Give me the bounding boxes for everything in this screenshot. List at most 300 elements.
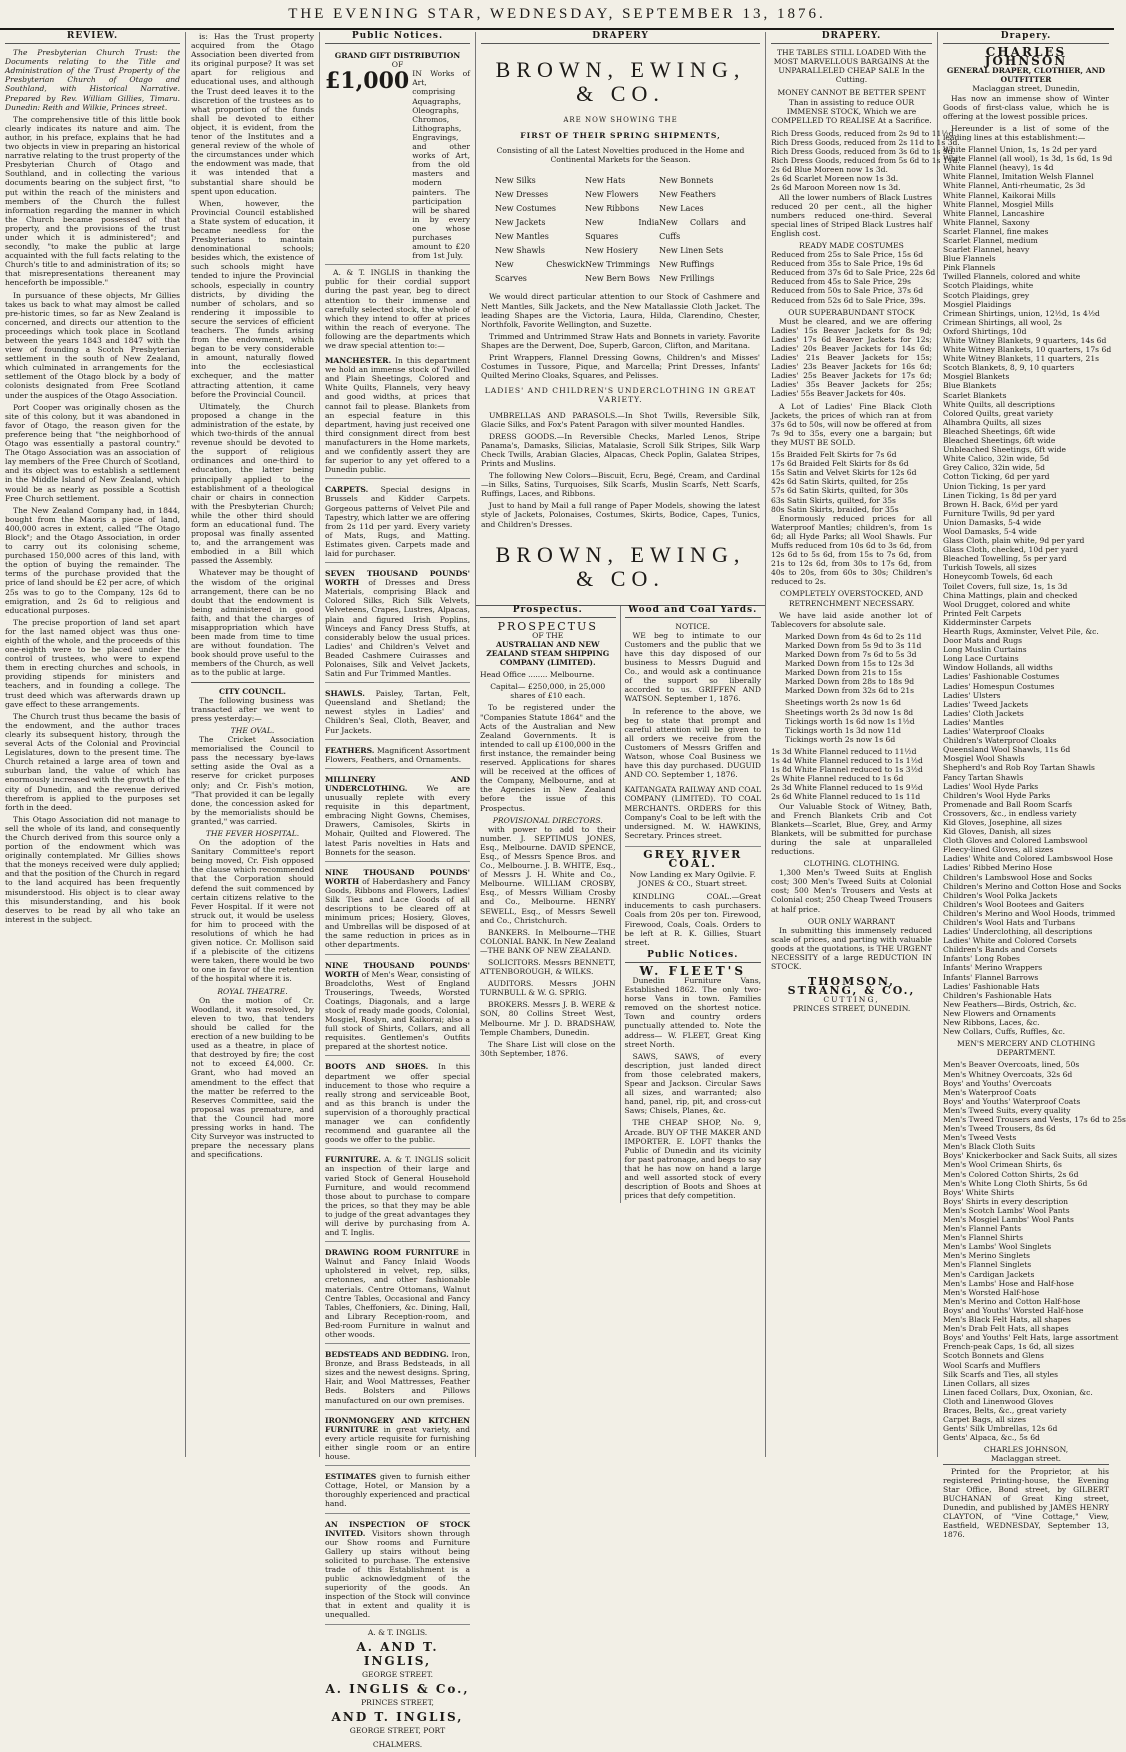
kaitangata-text: KAITANGATA RAILWAY AND COAL COMPANY (LIMITED). TO COAL MERCHANTS. ORDERS for this Company's Coal to be left with the undersigned. M. W. HAWKINS, Secretary. Princes street.: [624, 785, 761, 840]
list-item: Reduced from 52s 6d to Sale Price, 39s.: [771, 295, 926, 305]
list-item: Infants' Long Robes: [943, 954, 1020, 964]
clothing-text: 1,300 Men's Tweed Suits at English cost; 300 Men's Tweed Suits at Colonial cost; 500 Men's Trousers and Vests at Colonial cost; 250 Cheap Tweed Trousers at half price.: [771, 868, 932, 914]
department-heading: MANCHESTER.: [325, 356, 392, 366]
list-item: Scotch Plaidings, white: [943, 281, 1034, 291]
fine-jackets-text: A Lot of Ladies' Fine Black Cloth Jackets, the prices of which ran at from 37s 6d to 50s, will now be offered at from 7s 9d to 35s, every one a bargain; but they MUST BE SOLD.: [771, 401, 932, 447]
paragraph: Whatever may be thought of the wisdom of the original arrangement, there can be no doubt that the endowment is being administered in good faith, and that the charges of misappropriation which have been made from time to time are without foundation. The book should prove useful to the members of the Church, as well as to the public at large.: [191, 568, 314, 678]
wood-coal-header: Wood and Coal Yards.: [625, 606, 762, 618]
rich-dress-list: [771, 128, 960, 193]
goods-list-b: [585, 174, 659, 286]
theatre-text: On the motion of Cr. Woodland, it was resolved, by eleven to two, that tenders should be called for the erection of a new building to be used as a theatre, in place of that destroyed by fire; the cost not to exceed £4,000. Cr. Grant, who had moved an amendment to the effect that the matter be referred to the Reserves Committee, said the proposal was premature, and that the Council had more pressing works in hand. The City Surveyor was instructed to prepare the necessary plans and specifications.: [191, 995, 314, 1160]
reduced-text: Enormously reduced prices for all Waterproof Mantles; children's, from 1s 6d; all Hyde Parks; all Wool Shawls. Fur Muffs reduced from 10s 6d to 3s 6d, from 12s 6d to 5s 6d, from 15s to 7s 6d, from 21s to 12s 6d, from 30s to 17s 6d, from 40s to 20s, from 60s to 30s; Children's reduced to 2s.: [771, 513, 932, 587]
list-item: Ladies' Fashionable Costumes: [943, 672, 1060, 682]
list-item: Infants' Merino Wrappers: [943, 963, 1043, 973]
spring-shipments: FIRST OF THEIR SPRING SHIPMENTS,: [520, 131, 721, 141]
column-news: [186, 32, 320, 1457]
list-item: White Flannel (heavy), 1s 4d: [943, 163, 1054, 173]
list-item: Reduced from 45s to Sale Price, 29s: [771, 277, 911, 287]
department-heading: AN INSPECTION OF STOCK INVITED.: [325, 1519, 470, 1538]
list-item: Infants' Flannel Barrows: [943, 972, 1039, 982]
list-item: Children's Merino and Cotton Hose and Socks: [943, 881, 1122, 891]
saws-text: SAWS, SAWS, of every description, just landed direct from those celebrated makers, Spear and Jackson. Circular Saws all sizes, and warranted; also hand, panel, rip, pit, and cross-cut Saws; Chisels, Planes, &c.: [624, 1051, 761, 1116]
list-item: Marked Down from 7s 6d to 5s 3d: [785, 650, 917, 659]
department-heading: NINE THOUSAND POUNDS' WORTH: [325, 960, 470, 979]
list-item: Crossovers, &c., in endless variety: [943, 808, 1077, 818]
ready-made-list: [771, 250, 936, 305]
department-text: in great variety, and every article requisite for furnishing either single room or an entire house.: [325, 1424, 470, 1462]
kindling-text: KINDLING COAL.—Great inducements to cash purchasers. Coals from 20s per ton. Firewood, Firewood, Coals, Coals. Orders to be left at R. K. Gillies, Stuart street.: [624, 892, 761, 947]
list-item: New Flowers: [585, 190, 639, 200]
list-item: Ladies' Ulsters: [943, 690, 1001, 700]
list-item: New Collars, Cuffs, Ruffles, &c.: [943, 1027, 1066, 1037]
johnson-hereunder: Hereunder is a list of some of the leading lines at this establishment:—: [943, 123, 1109, 142]
list-item: Cotton Ticking, 6d per yard: [943, 472, 1050, 482]
blankets-text: Our Valuable Stock of Witney, Bath, and French Blankets Crib and Cot Blankets—Scarlet, Blue, Grey, and Army Blankets, will be submitted for purchase during the sale at unparalleled reductions.: [771, 801, 932, 856]
list-item: Long Lace Curtains: [943, 654, 1019, 664]
list-item: Children's Merino and Wool Hoods, trimmed: [943, 908, 1116, 918]
list-item: Mosgiel Wool Shawls: [943, 754, 1025, 764]
johnson-signature: CHARLES JOHNSON,: [983, 1445, 1069, 1455]
list-item: Boys' and Youths' Waterproof Coats: [943, 1096, 1081, 1106]
list-item: 42s 6d Satin Skirts, quilted, for 25s: [771, 477, 909, 487]
list-item: 17s 6d Braided Felt Skirts for 8s 6d: [771, 459, 909, 469]
mens-items-list: [943, 1060, 1126, 1443]
list-item: Marked Down from 28s to 18s 9d: [785, 677, 915, 687]
list-item: Scotch Bonnets and Glens: [943, 1351, 1044, 1361]
list-item: Men's Black Cloth Suits: [943, 1142, 1036, 1152]
list-item: Men's Lambs' Wool Singlets: [943, 1242, 1052, 1252]
paragraph: This Otago Association did not manage to sell the whole of its land, and consequently the Church derived from this source only a portion of the endowment which was originally contemplated. Mr Gillies shows that the moneys received were duly applied; and that the position of the Church in regard to the land acquired has been frequently misunderstood. His object is to clear away this misunderstanding, and his book deserves to be read by all who take an interest in the subject.: [5, 814, 180, 924]
list-item: Glass Cloth, checked, 10d per yard: [943, 545, 1079, 555]
list-item: New Shawls: [495, 246, 546, 256]
list-item: 2s 6d Scarlet Moreen now 1s 3d.: [771, 174, 899, 184]
list-item: White Flannel Union, 1s, 1s 2d per yard: [943, 145, 1097, 155]
list-item: Carpet Bags, all sizes: [943, 1415, 1026, 1425]
brown-ewing-body: [481, 292, 760, 380]
list-item: Gents' Silk Umbrellas, 12s 6d: [943, 1424, 1058, 1434]
list-item: Rich Dress Goods, reduced from 2s 11d to 1s 3d.: [771, 137, 960, 147]
department-text: of Haberdashery and Fancy Goods, Ribbons and Flowers, Ladies' Silk Ties and Lace Goods of all descriptions to be cleared off at minimum prices; Hosiery, Gloves, and Umbrellas will be disposed of at the same reduction in prices as in other departments.: [325, 876, 470, 950]
list-item: White Flannel, Mosgiel Mills: [943, 199, 1054, 209]
lustres-text: All the lower numbers of Black Lustres reduced 20 per cent., all the higher numbers reduced one-third. Several special lines of Striped Black Lustres half English cost.: [771, 192, 932, 238]
department-heading: ESTIMATES: [325, 1472, 377, 1482]
fleet-text: Dunedin Furniture Vans, Established 1862. The only two-horse Vans in town. Families removed on the shortest notice. Town and country orders punctually attended to. Note the address— W. FLEET, Great King street North.: [624, 976, 761, 1049]
list-item: Rich Dress Goods, reduced from 2s 9d to 11½d.: [771, 128, 957, 138]
list-item: Children's Waterproof Cloaks: [943, 736, 1057, 746]
department-ad: [325, 1413, 470, 1466]
paragraph: In pursuance of these objects, Mr Gillies takes us back to what may almost be called pre-historic times, so far as New Zealand is concerned, and directs our attention to the proceedings which took place in Scotland between the years 1843 and 1847 with the view of founding a Scotch Presbyterian settlement in the south of New Zealand, which culminated in arrangements for the settlement of the Otago block by a body of colonists designated from Free Scotland under the auspices of the Otago Association.: [5, 290, 180, 400]
johnson-intro: Has now an immense show of Winter Goods of first-class value, which he is offering at the lowest possible prices.: [943, 93, 1109, 121]
list-item: Children's Wool Hyde Parks: [943, 790, 1051, 800]
list-item: Long Muslin Curtains: [943, 645, 1027, 655]
list-item: New Ribbons, Laces, &c.: [943, 1018, 1040, 1028]
list-item: Wool Scarfs and Mufflers: [943, 1360, 1041, 1370]
department-text: Paisley, Tartan, Felt, Queensland and Shetland; the newest styles in Ladies' and Children's Seal, Cloth, Beaver, and Fur Jackets.: [325, 689, 470, 735]
department-text: We are unusually replete with every requisite in this department, embracing Night Gowns, Chemises, Drawers, Camisoles, Skirts in Mohair, Quilted and Flowered. The latest Paris novelties in Hats and Bonnets for the season.: [325, 783, 470, 857]
list-item: Pink Flannels: [943, 263, 996, 273]
list-item: Reduced from 35s to Sale Price, 19s 6d: [771, 259, 924, 269]
list-item: Children's Wool Polka Jackets: [943, 890, 1058, 900]
column-thomson-strang: [766, 31, 960, 1457]
list-item: Colored Quilts, great variety: [943, 408, 1054, 418]
list-item: Ladies' White and Colored Lambswool Hose: [943, 854, 1113, 864]
goods-list-a: [495, 174, 585, 286]
list-item: New Bern Bows: [585, 274, 650, 284]
list-item: Window Hollands, all widths: [943, 663, 1053, 673]
list-item: 15s Braided Felt Skirts for 7s 6d: [771, 450, 897, 460]
list-item: Men's Beaver Overcoats, lined, 50s: [943, 1060, 1080, 1070]
notice-text-2: In reference to the above, we beg to state that prompt and careful attention will be given to all orders we receive from the Customers of Messrs Griffen and Watson, whose Coal Business we have this day purchased. DUGUID AND CO. September 1, 1876.: [624, 706, 761, 780]
list-item: Men's Black Felt Hats, all shapes: [943, 1315, 1071, 1325]
inglis-footer-line-6: GEORGE STREET, PORT CHALMERS.: [349, 1725, 446, 1749]
prospectus-office: Head Office ........ Melbourne.: [480, 670, 595, 680]
review-header: REVIEW.: [5, 32, 180, 44]
grey-river-text: Now Landing ex Mary Ogilvie. F. JONES & CO., Stuart street.: [629, 870, 756, 889]
list-item: 2s 6d White Flannel reduced to 1s 11d: [771, 792, 921, 802]
list-item: Rich Dress Goods, reduced from 3s 6d to 1s 9d.: [771, 147, 955, 157]
drapery-header-3: Drapery.: [943, 32, 1109, 44]
list-item: New Collars and Cuffs: [659, 218, 746, 242]
department-heading: FURNITURE.: [325, 1155, 381, 1165]
list-item: Children's Wool Bootees and Gaiters: [943, 899, 1084, 909]
list-item: Men's Tweed Suits, every quality: [943, 1105, 1071, 1115]
list-item: Boys' and Youths' Overcoats: [943, 1078, 1052, 1088]
overstocked-heading: COMPLETELY OVERSTOCKED, AND RETRENCHMENT NECESSARY.: [779, 589, 924, 608]
list-item: French-peak Caps, 1s 6d, all sizes: [943, 1342, 1074, 1352]
list-item: 80s Satin Skirts, braided, for 35s: [771, 504, 899, 514]
review-body: [5, 115, 180, 924]
list-item: Bleached Towelling, 5s per yard: [943, 554, 1067, 564]
department-ad: [325, 1469, 470, 1513]
list-item: Ladies' Underclothing, all descriptions: [943, 927, 1093, 937]
list-item: Ladies' Homespun Costumes: [943, 681, 1055, 691]
list-item: 2s White Flannel reduced to 1s 6d: [771, 774, 904, 784]
list-item: Men's Flannel Pants: [943, 1224, 1022, 1234]
list-item: Silk Scarfs and Ties, all styles: [943, 1369, 1059, 1379]
list-item: Ladies' Waterproof Cloaks: [943, 727, 1045, 737]
review-title: The Presbyterian Church Trust: the Documents relating to the Title and Administration of the Trust Property of the Presbyterian Church of Otago and Southland, with Historical Narrative. Prepared by Rev. William Gillies, Timaru. Dunedin: Reith and Wilkie, Princes street.: [5, 48, 180, 112]
paper-models-text: Just to hand by Mail a full range of Paper Models, showing the latest style of Jackets, Polonaises, Costumes, Skirts, Bodice, Capes, Tunics, and Children's Dresses.: [481, 501, 760, 529]
department-text: given to furnish either Cottage, Hotel, or Mansion by a thoroughly experienced and practical hand.: [325, 1472, 470, 1509]
list-item: New Trimmings: [585, 260, 651, 270]
list-item: Grey Calico, 32in wide, 5d: [943, 463, 1045, 473]
list-item: Toilet Covers, full size, 1s, 1s 3d: [943, 581, 1068, 591]
list-item: Mosgiel Blankets: [943, 372, 1010, 382]
ready-made-heading: READY MADE COSTUMES: [799, 240, 904, 250]
inglis-footer-line-1: A. AND T. INGLIS,: [356, 1639, 439, 1668]
list-item: Wool Drugget, colored and white: [943, 599, 1071, 609]
list-item: White Flannel, Imitation Welsh Flannel: [943, 172, 1094, 182]
grey-river-heading: GREY RIVER COAL.: [643, 847, 743, 870]
johnson-name: CHARLES JOHNSON: [984, 45, 1068, 69]
list-item: Men's Lambs' Hose and Half-hose: [943, 1278, 1074, 1288]
cutting-label: CUTTING,: [823, 995, 880, 1005]
list-item: Mosgiel Plaidings: [943, 299, 1012, 309]
tablecovers-text: We have laid aside another lot of Tablecovers for absolute sale.: [771, 610, 932, 629]
list-item: Cloth Gloves and Colored Lambswool: [943, 836, 1088, 846]
prospectus-title: PROSPECTUS: [497, 619, 598, 633]
list-item: Men's Merino Singlets: [943, 1251, 1031, 1261]
list-item: 2s 6d Maroon Moreen now 1s 3d.: [771, 183, 901, 193]
subcolumns: [476, 605, 765, 1204]
list-item: Men's Flannel Shirts: [943, 1233, 1024, 1243]
list-item: Linen Collars, all sizes: [943, 1378, 1030, 1388]
department-ad: [325, 566, 470, 683]
warrant-heading: OUR ONLY WARRANT: [807, 916, 896, 926]
list-item: Sheetings worth 2s now 1s 6d: [785, 698, 902, 708]
superabundant-heading: OUR SUPERABUNDANT STOCK: [788, 307, 915, 317]
wood-coal-column: [621, 606, 766, 1204]
list-item: Scotch Blankets, 8, 9, 10 quarters: [943, 363, 1075, 373]
list-item: Promenade and Ball Room Scarfs: [943, 799, 1073, 809]
list-item: Scotch Plaidings, grey: [943, 290, 1030, 300]
list-item: Men's Flannel Singlets: [943, 1260, 1032, 1270]
list-item: Men's Waterproof Coats: [943, 1087, 1037, 1097]
department-ad: [325, 1059, 470, 1149]
list-item: Wool Damasks, 5-4 wide: [943, 526, 1037, 536]
gift-distribution-ad: [325, 48, 470, 265]
list-item: White Flannel (all wool), 1s 3d, 1s 6d, 1s 9d: [943, 154, 1113, 164]
johnson-address: Maclaggan street, Dunedin,: [972, 84, 1080, 94]
thomson-strang-firm: THOMSON, STRANG, & CO.,: [787, 975, 916, 998]
list-item: Boys' and Youths' Felt Hats, large assortment: [943, 1333, 1119, 1343]
list-item: Kidderminster Carpets: [943, 617, 1032, 627]
clothing-heading: CLOTHING. CLOTHING.: [803, 859, 900, 869]
inglis-footer: [325, 1640, 470, 1752]
list-item: Printed Felt Carpets: [943, 608, 1022, 618]
fleet-heading: W. FLEET'S: [639, 963, 746, 978]
new-goods-list: [481, 168, 760, 292]
paragraph: The New Zealand Company had, in 1844, bought from the Maoris a piece of land, 400,000 acres in extent, called "The Otago Block"; and the Otago Association, in order to carry out its colonising scheme, purchased 150,000 acres of this land, with the option of buying the remainder. The terms of the purchase provided that the price of land should be £2 per acre, of which 25s was to go to the Company, 12s 6d to emigration, and 2s 6d to religious and educational purposes.: [5, 505, 180, 615]
list-item: Men's Cardigan Jackets: [943, 1269, 1035, 1279]
paragraph: When, however, the Provincial Council established a State system of education, it became needless for the Presbyterians to maintain denominational schools; besides which, the existence of such schools might have tended to injure the Provincial schools, especially in country districts, by dividing the number of scholars, and so rendering it impossible to secure the services of efficient teachers. The funds arising from the endowment, which began to be very considerable in amount, naturally flowed into the ecclesiastical exchequer, and the matter attracting attention, it came before the Provincial Council.: [191, 198, 314, 399]
new-colors-text: The following New Colors—Biscuit, Ecru, Begé, Cream, and Cardinal—in Silks, Satins, Turquoises, Silk Scarfs, Muslin Scarfs, Nett Scarfs, Ruffings, Laces, and Ribbons.: [481, 471, 760, 499]
warrant-text: In submitting this immensely reduced scale of prices, and parting with valuable goods at the quotations, is THE URGENT NECESSITY of a large REDUCTION IN STOCK.: [771, 925, 932, 972]
list-item: Men's Tweed Trousers, 8s 6d: [943, 1124, 1056, 1134]
list-item: 1s 4d White Flannel reduced to 1s 1½d: [771, 756, 923, 766]
johnson-title: GENERAL DRAPER, CLOTHIER, AND OUTFITTER: [946, 66, 1106, 85]
list-item: Door Mats and Rugs: [943, 636, 1023, 646]
list-item: Crimean Shirtings, all wool, 2s: [943, 317, 1062, 327]
list-item: Kid Gloves, Josephine, all sizes: [943, 817, 1062, 827]
list-item: Ladies' Fashionable Hats: [943, 981, 1040, 991]
list-item: White Flannel, Kaikorai Mills: [943, 190, 1056, 200]
list-item: Twilled Flannels, colored and white: [943, 272, 1081, 282]
department-ad: [325, 482, 470, 563]
list-item: 1s 3d White Flannel reduced to 11½d: [771, 746, 917, 756]
prospectus-auditors: AUDITORS. Messrs JOHN TURNBULL & W. G. SPRIG.: [480, 979, 616, 998]
list-item: Scarlet Flannel, fine makes: [943, 226, 1049, 236]
list-item: Queensland Wool Shawls, 11s 6d: [943, 745, 1071, 755]
department-ad: [325, 743, 470, 769]
imprint: Printed for the Proprietor, at his registered Printing-house, the Evening Star Office, Bond street, by GILBERT BUCHANAN of Great King street, Dunedin, and published by JAMES HENRY CLAYTON, of "Vine Cottage," View, Eastfield, WEDNESDAY, September 13, 1876.: [943, 1464, 1109, 1540]
list-item: Men's Tweed Vests: [943, 1133, 1017, 1143]
paragraph: The Church trust thus became the basis of the endowment, and the author traces clearly its subsequent history, through the several Acts of the Colonial and Provincial Legislatures, down to the present time. The Church retained a large area of town and suburban land, the value of which has enormously increased with the growth of the city of Dunedin, and the revenue derived therefrom is applied to the purposes set forth in the deed.: [5, 711, 180, 812]
sheetings-list: [771, 698, 932, 743]
oval-heading: THE OVAL.: [230, 725, 275, 735]
list-item: China Mattings, plain and checked: [943, 590, 1078, 600]
list-item: Scarlet Flannel, medium: [943, 235, 1038, 245]
masthead: [0, 0, 1114, 30]
department-text: of Dresses and Dress Materials, comprising Black and Colored Silks, Rich Silk Velvets, Velveteens, Crapes, Lustres, Alpacas, plain and figured Irish Poplins, Winceys and Fancy Dress Stuffs, at considerably below the usual prices. Ladies' and Children's Velvet and Beaded Cashmere Cuirasses and Polonaises, Silk and Velvet Jackets, Satin and Fur Trimmed Mantles.: [325, 578, 470, 679]
prospectus-text: To be registered under the "Companies Statute 1864" and the Acts of the Australian and New Zealand Governments. It is intended to call up £100,000 in the first instance, the remainder being reserved. Applications for shares will be received at the offices of the Company, Melbourne, and at the Agencies in New Zealand before the issue of this Prospectus.: [480, 703, 616, 813]
list-item: Glass Cloth, plain white, 9d per yard: [943, 536, 1085, 546]
list-item: White Flannel, Lancashire: [943, 208, 1045, 218]
list-item: Marked Down from 4s 6d to 2s 11d: [785, 631, 922, 641]
list-item: Ladies' Ribbed Merino Hose: [943, 863, 1053, 873]
list-item: White Witney Blankets, 9 quarters, 14s 6d: [943, 336, 1107, 345]
department-heading: FEATHERS.: [325, 745, 375, 755]
list-item: Men's Tweed Trousers and Vests, 17s 6d to 25s: [943, 1114, 1126, 1124]
department-heading: MILLINERY AND UNDERCLOTHING.: [325, 774, 470, 793]
list-item: New Ruffings: [659, 260, 715, 270]
list-item: Marked Down from 21s to 15s: [785, 668, 902, 678]
underclothing-heading: LADIES' AND CHILDREN'S UNDERCLOTHING IN GREAT VARIETY.: [484, 386, 757, 405]
list-item: New Laces: [659, 204, 704, 214]
list-item: New Dresses: [495, 190, 549, 200]
department-text: Visitors shown through our Show rooms and Furniture Gallery up stairs without being solicited to purchase. The extensive trade of this Establishment is a public acknowledgment of the superiority of the goods. An inspection of the Stock will convince that in extent and quality it is unequalled.: [325, 1528, 470, 1620]
list-item: Ladies' Wool Hyde Parks: [943, 781, 1039, 791]
now-showing: ARE NOW SHOWING THE: [563, 116, 678, 125]
list-item: Tickings worth 1s 3d now 11d: [785, 725, 902, 735]
notice-text: WE beg to intimate to our Customers and the public that we have this day disposed of our business to Messrs Duguid and Co., and would ask a continuance of the support so liberally accorded to us. GRIFFEN AND WATSON. September 1, 1876.: [624, 630, 761, 704]
list-item: Sheetings worth 2s 3d now 1s 8d: [785, 707, 914, 717]
list-item: New Bonnets: [659, 176, 714, 186]
department-text: Special designs in Brussels and Kidder Carpets. Gorgeous patterns of Velvet Pile and Tapestry, which latter we are offering from 2s 11d per yard. Every variety of Mats, Rugs, and Matting. Estimates given. Carpets made and laid for purchaser.: [325, 485, 470, 558]
notice-heading: NOTICE.: [675, 621, 711, 631]
list-item: Unbleached Sheetings, 6ft wide: [943, 445, 1066, 455]
prospectus-directors: with power to add to their number. J. SEPTIMUS JONES, Esq., Melbourne. DAVID SPENCE, Esq., of Messrs Spence Bros. and Co., Melbourne. J. B. WHITE, Esq., of Messrs J. H. White and Co., Melbourne. WILLIAM CROSBY, Esq., of Messrs William Crosby and Co., Melbourne. HENRY SEWELL, Esq., of Messrs Sewell and Co., Christchurch.: [480, 824, 616, 925]
prospectus-bankers: BANKERS. In Melbourne—THE COLONIAL BANK. In New Zealand—THE BANK OF NEW ZEALAND.: [480, 927, 616, 955]
superabundant-text: Must be cleared, and we are offering Ladies' 15s Beaver Jackets for 8s 9d; Ladies' 17s 6d Beaver Jackets for 12s; Ladies' 20s Beaver Jackets for 14s 6d; Ladies' 21s Beaver Jackets for 15s; Ladies' 23s Beaver Jackets for 16s 6d; Ladies' 25s Beaver Jackets for 17s 6d; Ladies' 35s Beaver Jackets for 25s; Ladies' 55s Beaver Jackets for 40s.: [771, 316, 932, 399]
gift-heading: GRAND GIFT DISTRIBUTION: [334, 51, 461, 61]
department-heading: BEDSTEADS AND BEDDING.: [325, 1350, 449, 1360]
department-ad: [325, 1517, 470, 1625]
list-item: New Flowers and Ornaments: [943, 1008, 1056, 1018]
marked-down-list: [771, 632, 932, 696]
public-notices-header-2: Public Notices.: [625, 951, 762, 963]
list-item: 2s 3d White Flannel reduced to 1s 9½d: [771, 783, 923, 793]
list-item: Brown H. Back, 6½d per yard: [943, 499, 1059, 509]
list-item: Reduced from 37s 6d to Sale Price, 22s 6d: [771, 268, 936, 278]
list-item: Men's Wool Crimean Shirts, 6s: [943, 1160, 1062, 1170]
department-text: In this department we hold an immense stock of Twilled and Plain Sheetings, Colored and White Quilts, Flannels, very heavy and good widths, at prices that cannot fail to please. Blankets from an especial feature in this department, having just received one third consignment direct from best manufacturers in the Home markets, and we confidently assert they are far superior to any yet offered to a Dunedin public.: [325, 356, 470, 475]
inglis-footer-line-2: GEORGE STREET.: [361, 1669, 433, 1679]
list-item: Reduced from 50s to Sale Price, 37s 6d: [771, 286, 924, 296]
department-heading: NINE THOUSAND POUNDS' WORTH: [325, 867, 470, 886]
list-item: Men's Scotch Lambs' Wool Pants: [943, 1205, 1070, 1215]
list-item: New Ribbons: [585, 204, 640, 214]
list-item: Bleached Sheetings, 6ft wide: [943, 426, 1056, 436]
list-item: 2s 6d Blue Moreen now 1s 3d.: [771, 165, 888, 175]
list-item: Tickings worth 1s 6d now 1s 1½d: [785, 716, 915, 726]
list-item: New Silks: [495, 176, 536, 186]
council-intro: The following business was transacted after we went to press yesterday:—: [191, 695, 314, 723]
list-item: Scarlet Flannel, heavy: [943, 245, 1030, 255]
list-item: Children's Wool Hats and Turbans: [943, 918, 1076, 927]
list-item: New Costumes: [495, 204, 556, 214]
department-text: A. & T. INGLIS solicit an inspection of their large and varied Stock of General Household Furniture, and would recommend those about to purchase to compare the prices, so that they may be able to judge of the great advantages they will derive by purchasing from A. and T. Inglis.: [325, 1155, 470, 1238]
department-heading: CARPETS.: [325, 485, 369, 495]
list-item: Honeycomb Towels, 6d each: [943, 572, 1053, 582]
department-text: of Men's Wear, consisting of Broadcloths, West of England Trouserings, Tweeds, Worsted Coatings, Diagonals, and a large stock of ready made goods, Colonial, Mosgiel, Roslyn, and Kaikorai; also a full stock of Shirts, Collars, and all requisites. Gentlemen's Outfits prepared at the shortest notice.: [325, 969, 470, 1052]
list-item: New Linen Sets: [659, 246, 724, 256]
list-item: 1s 8d White Flannel reduced to 1s 3½d: [771, 765, 923, 775]
goods-list-c: [659, 174, 746, 286]
johnson-signature-address: Maclaggan street.: [990, 1454, 1062, 1464]
list-item: Fleecy-lined Gloves, all sizes: [943, 845, 1054, 855]
prospectus-header: Prospectus.: [480, 606, 616, 618]
money-spent: MONEY CANNOT BE BETTER SPENT Than in assisting to reduce OUR IMMENSE STOCK, Which we are COMPELLED TO REALISE At a Sacrifice.: [771, 88, 932, 125]
list-item: Ladies' Tweed Jackets: [943, 699, 1029, 709]
list-item: New Feathers: [659, 190, 716, 200]
brown-ewing-firm: BROWN, EWING, & CO.: [495, 57, 746, 107]
department-ad: [325, 353, 470, 479]
list-item: Kid Gloves, Danish, all sizes: [943, 827, 1052, 837]
gift-of: OF: [391, 60, 404, 70]
list-item: Linen faced Collars, Dux, Oxonian, &c.: [943, 1387, 1093, 1397]
consisting-text: Consisting of all the Latest Novelties produced in the Home and Continental Markets for the Season.: [496, 146, 745, 165]
prospectus-close: The Share List will close on the 30th September, 1876.: [480, 1039, 616, 1058]
prospectus-capital: Capital— £250,000, in 25,000 shares of £10 each.: [490, 682, 606, 701]
list-item: Blue Blankets: [943, 381, 997, 391]
list-item: Cloth and Linenwood Gloves: [943, 1396, 1054, 1406]
department-heading: IRONMONGERY AND KITCHEN FURNITURE: [325, 1415, 470, 1434]
list-item: Children's Lambswool Hose and Socks: [943, 872, 1093, 882]
list-item: White Flannel, Anti-rheumatic, 2s 3d: [943, 181, 1086, 191]
list-item: Rich Dress Goods, reduced from 5s 6d to 1s 11d.: [771, 156, 960, 166]
paragraph: Trimmed and Untrimmed Straw Hats and Bonnets in variety. Favorite Shapes are the Derwent, Doe, Superb, Garcon, Clifton, and Maritana.: [481, 331, 760, 350]
theatre-heading: ROYAL THEATRE.: [217, 986, 288, 996]
list-item: Shepherd's and Rob Roy Tartan Shawls: [943, 763, 1095, 773]
council-heading: CITY COUNCIL.: [218, 686, 287, 696]
list-item: Bleached Sheetings, 6ft wide: [943, 436, 1056, 446]
inglis-footer-line-5: AND T. INGLIS,: [331, 1709, 464, 1724]
list-item: Ladies' White and Colored Corsets: [943, 936, 1077, 946]
list-item: New Cheswick Scarves: [495, 260, 586, 284]
cheap-shop-text: THE CHEAP SHOP, No. 9, Arcade. BUY OF THE MAKER AND IMPORTER. E. LOFT thanks the Public of Dunedin and its vicinity for past patronage, and begs to say that he has now on hand a large and well assorted stock of every description of Boots and Shoes at prices that defy competition.: [624, 1118, 761, 1201]
list-item: Men's Colored Cotton Shirts, 2s 6d: [943, 1169, 1079, 1179]
list-item: Men's Mosgiel Lambs' Wool Pants: [943, 1215, 1074, 1224]
list-item: Marked Down from 15s to 12s 3d: [785, 659, 915, 669]
inglis-footer-line-3: A. INGLIS & Co.,: [325, 1681, 470, 1696]
prospectus-directors-heading: PROVISIONAL DIRECTORS.: [492, 815, 603, 825]
gift-text: IN Works of Art, comprising Aquagraphs, Oleographs, Chromos, Lithographs, Engravings, and other works of Art, from the old masters and modern painters. The participation will be shared in by every one whose purchases amount to £20 from 1st July.: [412, 69, 470, 261]
paragraph: Port Cooper was originally chosen as the site of this colony, but it was abandoned in favor of Otago, the reason given for the preference being that "the neighborhood of Otago was essentially a pastoral country." The Otago Association was an association of lay members of the Free Church of Scotland, and its object was to establish a settlement in the Middle Island of New Zealand, which would be as nearly as possible a Scottish Free Church settlement.: [5, 402, 180, 503]
public-notices-header: Public Notices.: [325, 32, 470, 44]
department-text: Iron, Bronze, and Brass Bedsteads, in all sizes and the newest designs. Spring, Hair, and Wool Mattresses, Feather Beds. Bolsters and Pillows manufactured on our own premises.: [325, 1350, 470, 1405]
department-text: Magnificent Assortment Flowers, Feathers, and Ornaments.: [325, 745, 470, 764]
prospectus-solicitors: SOLICITORS. Messrs BENNETT, ATTENBOROUGH, & WILKS.: [480, 958, 616, 977]
inglis-signature: A. & T. INGLIS.: [367, 1627, 428, 1637]
list-item: Children's Bands and Corsets: [943, 945, 1058, 955]
column-public-notices: [320, 31, 476, 1749]
paragraph: The comprehensive title of this little book clearly indicates its nature and aim. The author, in his preface, explains that he had two objects in view in preparing an historical narrative relating to the trust property of the Presbyterian Church of Otago and Southland, and in collecting the various documents bearing on the subject first, "to put within the reach of the ministers and members of the Church the fullest information regarding the manner in which the Church became possessed of that property, and the provisions of the trust under which it is administered"; and secondly, "to make the public at large acquainted with the full facts relating to the Church's title to and administration of its; so that misrepresentations thereanent may henceforth be impossible.": [5, 114, 180, 288]
department-ad: [325, 1152, 470, 1242]
list-item: Men's Drab Felt Hats, all shapes: [943, 1324, 1069, 1334]
drapery-header: DRAPERY: [481, 32, 760, 44]
paragraph: The precise proportion of land set apart for the last named object was thus one-eighth of the whole, and the proceeds of this one-eighth were to be placed under the control of trustees, who were to expend them in erecting churches and schools, in providing stipends for ministers and teachers, and in founding a college. The trust deed which was afterwards drawn up gave effect to these arrangements.: [5, 617, 180, 709]
department-heading: BOOTS AND SHOES.: [325, 1062, 429, 1072]
list-item: Union Damasks, 5-4 wide: [943, 517, 1042, 527]
paragraph: Print Wrappers, Flannel Dressing Gowns, Children's and Misses' Costumes in Tussore, Pique, and Marcella; Print Dresses, Infants' Quilted Merino Cloaks, Squares, and Pelisses.: [481, 353, 760, 381]
list-item: New Jackets: [495, 218, 546, 228]
list-item: White Quilts, all descriptions: [943, 399, 1055, 409]
skirts-list: [771, 450, 932, 514]
department-ad: [325, 1347, 470, 1410]
oval-text: The Cricket Association memorialised the Council to pass the necessary bye-laws setting aside the Oval as a reserve for cricket purposes only; and Cr. Fish's motion, "That provided it can be legally done, the concession asked for by the memorialists should be granted," was carried.: [191, 735, 314, 826]
department-text: In this department we offer special inducement to those who require a really strong and serviceable Boot, and as this branch is under the supervision of a thoroughly practical manager we can confidently recommend and guarantee all the goods we offer to the public.: [325, 1062, 470, 1145]
